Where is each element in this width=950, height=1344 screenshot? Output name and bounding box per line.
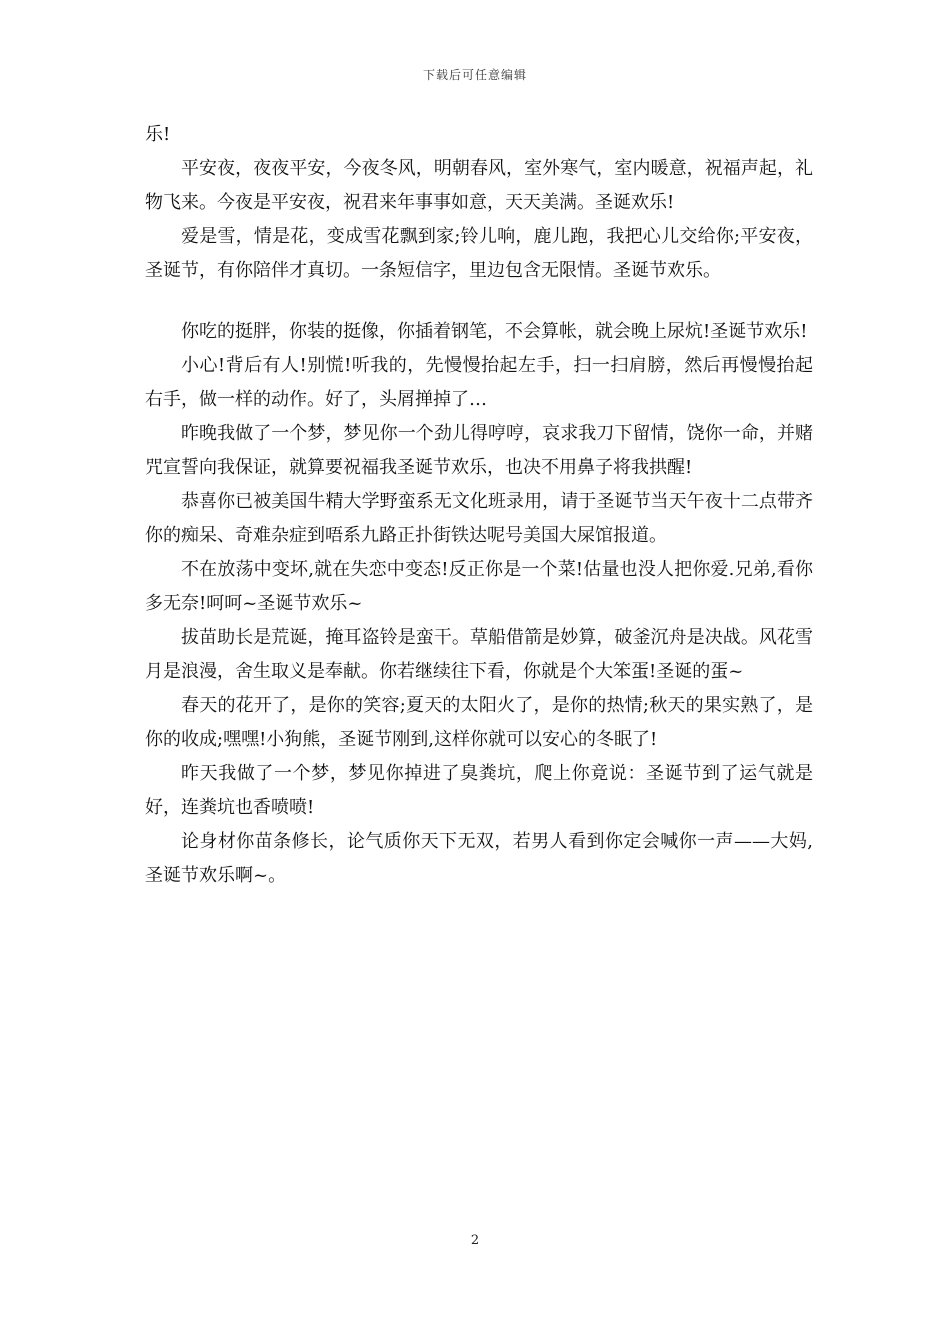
paragraph: 春天的花开了，是你的笑容;夏天的太阳火了，是你的热情;秋天的果实熟了，是你的收成;嘿嘿!小狗熊，圣诞节刚到,这样你就可以安心的冬眠了! <box>145 695 813 750</box>
paragraph: 不在放荡中变坏,就在失恋中变态!反正你是一个菜!估量也没人把你爱.兄弟,看你多无奈!呵呵~圣诞节欢乐~ <box>145 559 813 614</box>
paragraph: 平安夜，夜夜平安，今夜冬风，明朝春风，室外寒气，室内暖意，祝福声起，礼物飞来。今夜是平安夜，祝君来年事事如意，天天美满。圣诞欢乐! <box>145 158 813 213</box>
page-header: 下载后可任意编辑 <box>422 68 527 82</box>
paragraph: 小心!背后有人!别慌!听我的，先慢慢抬起左手，扫一扫肩膀，然后再慢慢抬起右手，做一样的动作。好了，头屑掸掉了… <box>145 355 813 410</box>
paragraph: 你吃的挺胖，你装的挺像，你插着钢笔，不会算帐，就会晚上尿炕!圣诞节欢乐! <box>181 321 808 342</box>
document-body <box>145 118 813 893</box>
paragraph: 拔苗助长是荒诞，掩耳盗铃是蛮干。草船借箭是妙算，破釜沉舟是决战。风花雪月是浪漫，舍生取义是奉献。你若继续往下看，你就是个大笨蛋!圣诞的蛋~ <box>145 627 813 682</box>
paragraph: 论身材你苗条修长，论气质你天下无双，若男人看到你定会喊你一声——大妈,圣诞节欢乐啊~。 <box>145 831 813 886</box>
paragraph: 爱是雪，情是花，变成雪花飘到家;铃儿响，鹿儿跑，我把心儿交给你;平安夜，圣诞节，有你陪伴才真切。一条短信字，里边包含无限情。圣诞节欢乐。 <box>145 226 813 281</box>
paragraph: 乐! <box>145 124 171 145</box>
paragraph: 昨天我做了一个梦，梦见你掉进了臭粪坑，爬上你竟说：圣诞节到了运气就是好，连粪坑也香喷喷! <box>145 763 813 818</box>
page-number: 2 <box>470 1233 480 1248</box>
paragraph: 昨晚我做了一个梦，梦见你一个劲儿得哼哼，哀求我刀下留情，饶你一命，并赌咒宣誓向我保证，就算要祝福我圣诞节欢乐，也决不用鼻子将我拱醒! <box>145 423 813 478</box>
paragraph: 恭喜你已被美国牛精大学野蛮系无文化班录用，请于圣诞节当天午夜十二点带齐你的痴呆、奇难杂症到唔系九路正扑街铁达呢号美国大屎馆报道。 <box>145 491 813 546</box>
